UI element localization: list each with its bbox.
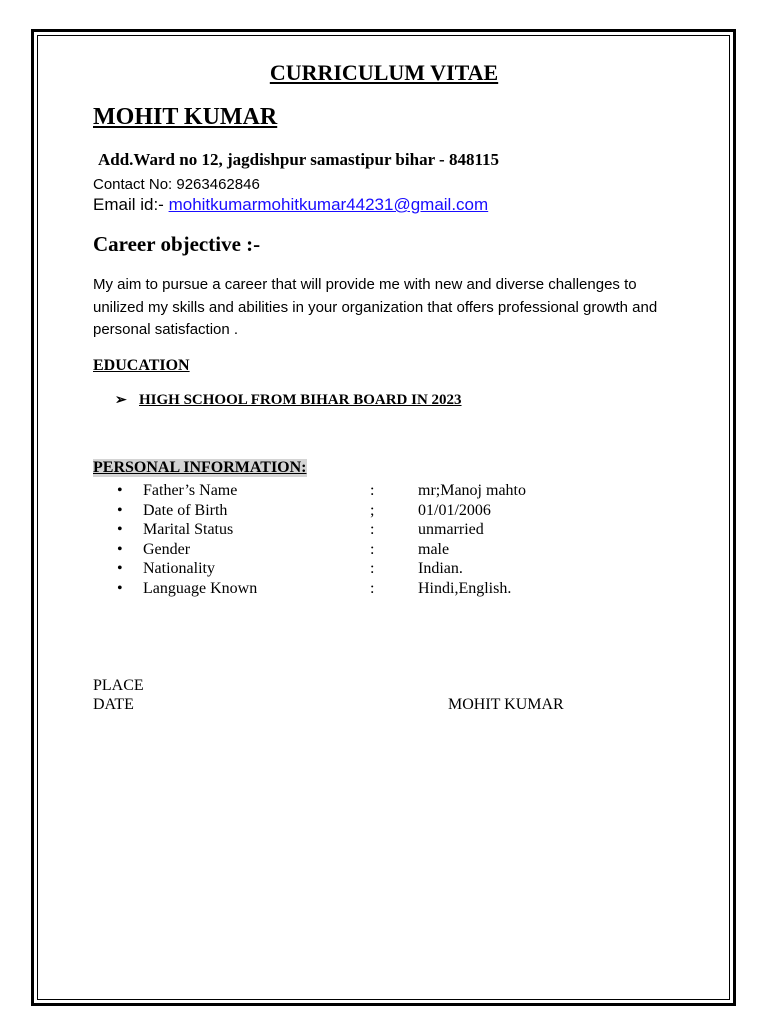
list-item	[93, 481, 693, 501]
info-label: Gender	[143, 540, 191, 558]
info-value: mr;Manoj mahto	[418, 482, 526, 499]
list-item	[93, 559, 693, 579]
contact-number: Contact No: 9263462846	[93, 176, 260, 193]
info-separator: :	[370, 521, 375, 539]
bullet-icon: •	[117, 540, 123, 558]
info-value: Indian.	[418, 560, 463, 578]
career-objective-heading: Career objective :-	[93, 232, 261, 256]
info-separator: ;	[370, 501, 375, 519]
email-line	[93, 195, 488, 215]
info-value: Hindi,English.	[418, 579, 512, 597]
list-item	[93, 540, 693, 560]
bullet-icon: •	[117, 560, 123, 578]
address: Add.Ward no 12, jagdishpur samastipur bihar - 848115	[98, 150, 500, 169]
info-value: 01/01/2006	[418, 501, 491, 519]
info-value: male	[418, 540, 450, 558]
email-label: Email id:-	[93, 195, 169, 214]
personal-information-heading: PERSONAL INFORMATION:	[93, 459, 307, 476]
education-item	[115, 392, 462, 409]
info-separator: :	[370, 482, 375, 499]
info-separator: :	[370, 560, 375, 578]
education-heading: EDUCATION	[93, 357, 190, 374]
place-label: PLACE	[93, 677, 144, 694]
date-label: DATE	[93, 696, 134, 713]
bullet-icon: •	[117, 482, 123, 499]
info-label: Father’s Name	[143, 482, 238, 499]
bullet-icon: •	[117, 579, 123, 597]
personal-info-list	[93, 481, 693, 599]
document-title: CURRICULUM VITAE	[269, 60, 499, 85]
education-item-text: HIGH SCHOOL FROM BIHAR BOARD IN 2023	[139, 392, 462, 408]
info-value: unmarried	[418, 521, 484, 539]
info-separator: :	[370, 579, 375, 597]
bullet-icon: •	[117, 521, 123, 539]
list-item	[93, 579, 693, 599]
email-link[interactable]: mohitkumarmohitkumar44231@gmail.com	[168, 195, 489, 214]
list-item	[93, 520, 693, 540]
info-label: Language Known	[143, 579, 258, 597]
info-label: Marital Status	[143, 521, 234, 539]
bullet-icon: •	[117, 501, 123, 519]
info-separator: :	[370, 540, 375, 558]
info-label: Date of Birth	[143, 501, 228, 519]
info-label: Nationality	[143, 560, 215, 578]
career-objective-text: My aim to pursue a career that will provide me with new and diverse challenges to unilized my skills and abilities in your organization that offers professional growth and personal satisfaction .	[93, 276, 658, 338]
candidate-name: MOHIT KUMAR	[93, 104, 278, 130]
arrow-bullet-icon: ➢	[115, 393, 127, 408]
list-item	[93, 501, 693, 521]
signature-name: MOHIT KUMAR	[448, 696, 564, 713]
